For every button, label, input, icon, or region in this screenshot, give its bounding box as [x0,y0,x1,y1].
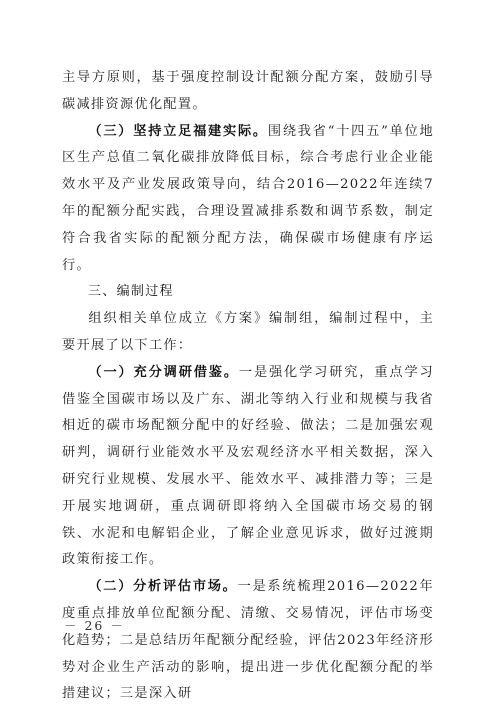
paragraph-intro: 组织相关单位成立《方案》编制组，编制过程中，主要开展了以下工作： [62,311,434,353]
paragraph-text: 一是强化学习研究，重点学习借鉴全国碳市场以及广东、湖北等纳入行业和规模与我省相近的碳市场配额分配中的好经验、做法；二是加强宏观研判，调研行业能效水平及宏观经济水平相关数据，深入研究行业规模、发展水平、能效水平、减排潜力等；三是开展实地调研，重点调研即将纳入全国碳市场交易的钢铁、水泥和电解铝企业，了解企业意见诉求，做好过渡期政策衔接工作。 [62,364,435,568]
paragraph-text: 围绕我省“十四五”单位地区生产总值二氧化碳排放降低目标，综合考虑行业企业能效水平及产业发展政策导向，结合2016—2022年连续7年的配额分配实践，合理设置减排系数和调节系数，制定符合我省实际的配额分配方法，确保碳市场健康有序运行。 [62,123,434,273]
paragraph-lead: （二）分析评估市场。 [88,579,238,595]
section-heading: 三、编制过程 [88,284,174,300]
paragraph-research [62,360,434,574]
paragraph-lead: （三）坚持立足福建实际。 [88,123,268,139]
paragraph-continuation: 主导方原则，基于强度控制设计配额分配方案，鼓励引导碳减排资源优化配置。 [62,70,434,112]
page-number: － 26 － [64,618,125,633]
paragraph-principle-3 [62,119,434,280]
paragraph-text: 一是系统梳理2016—2022年度重点排放单位配额分配、清缴、交易情况，评估市场变化趋势；二是总结历年配额分配经验，评估2023年经济形势对企业生产活动的影响，提出进一步优化配额分配的举措建议；三是深入研 [62,579,435,702]
paragraph-market [62,574,434,708]
body-text [62,65,434,708]
paragraph-lead: （一）充分调研借鉴。 [88,364,239,380]
